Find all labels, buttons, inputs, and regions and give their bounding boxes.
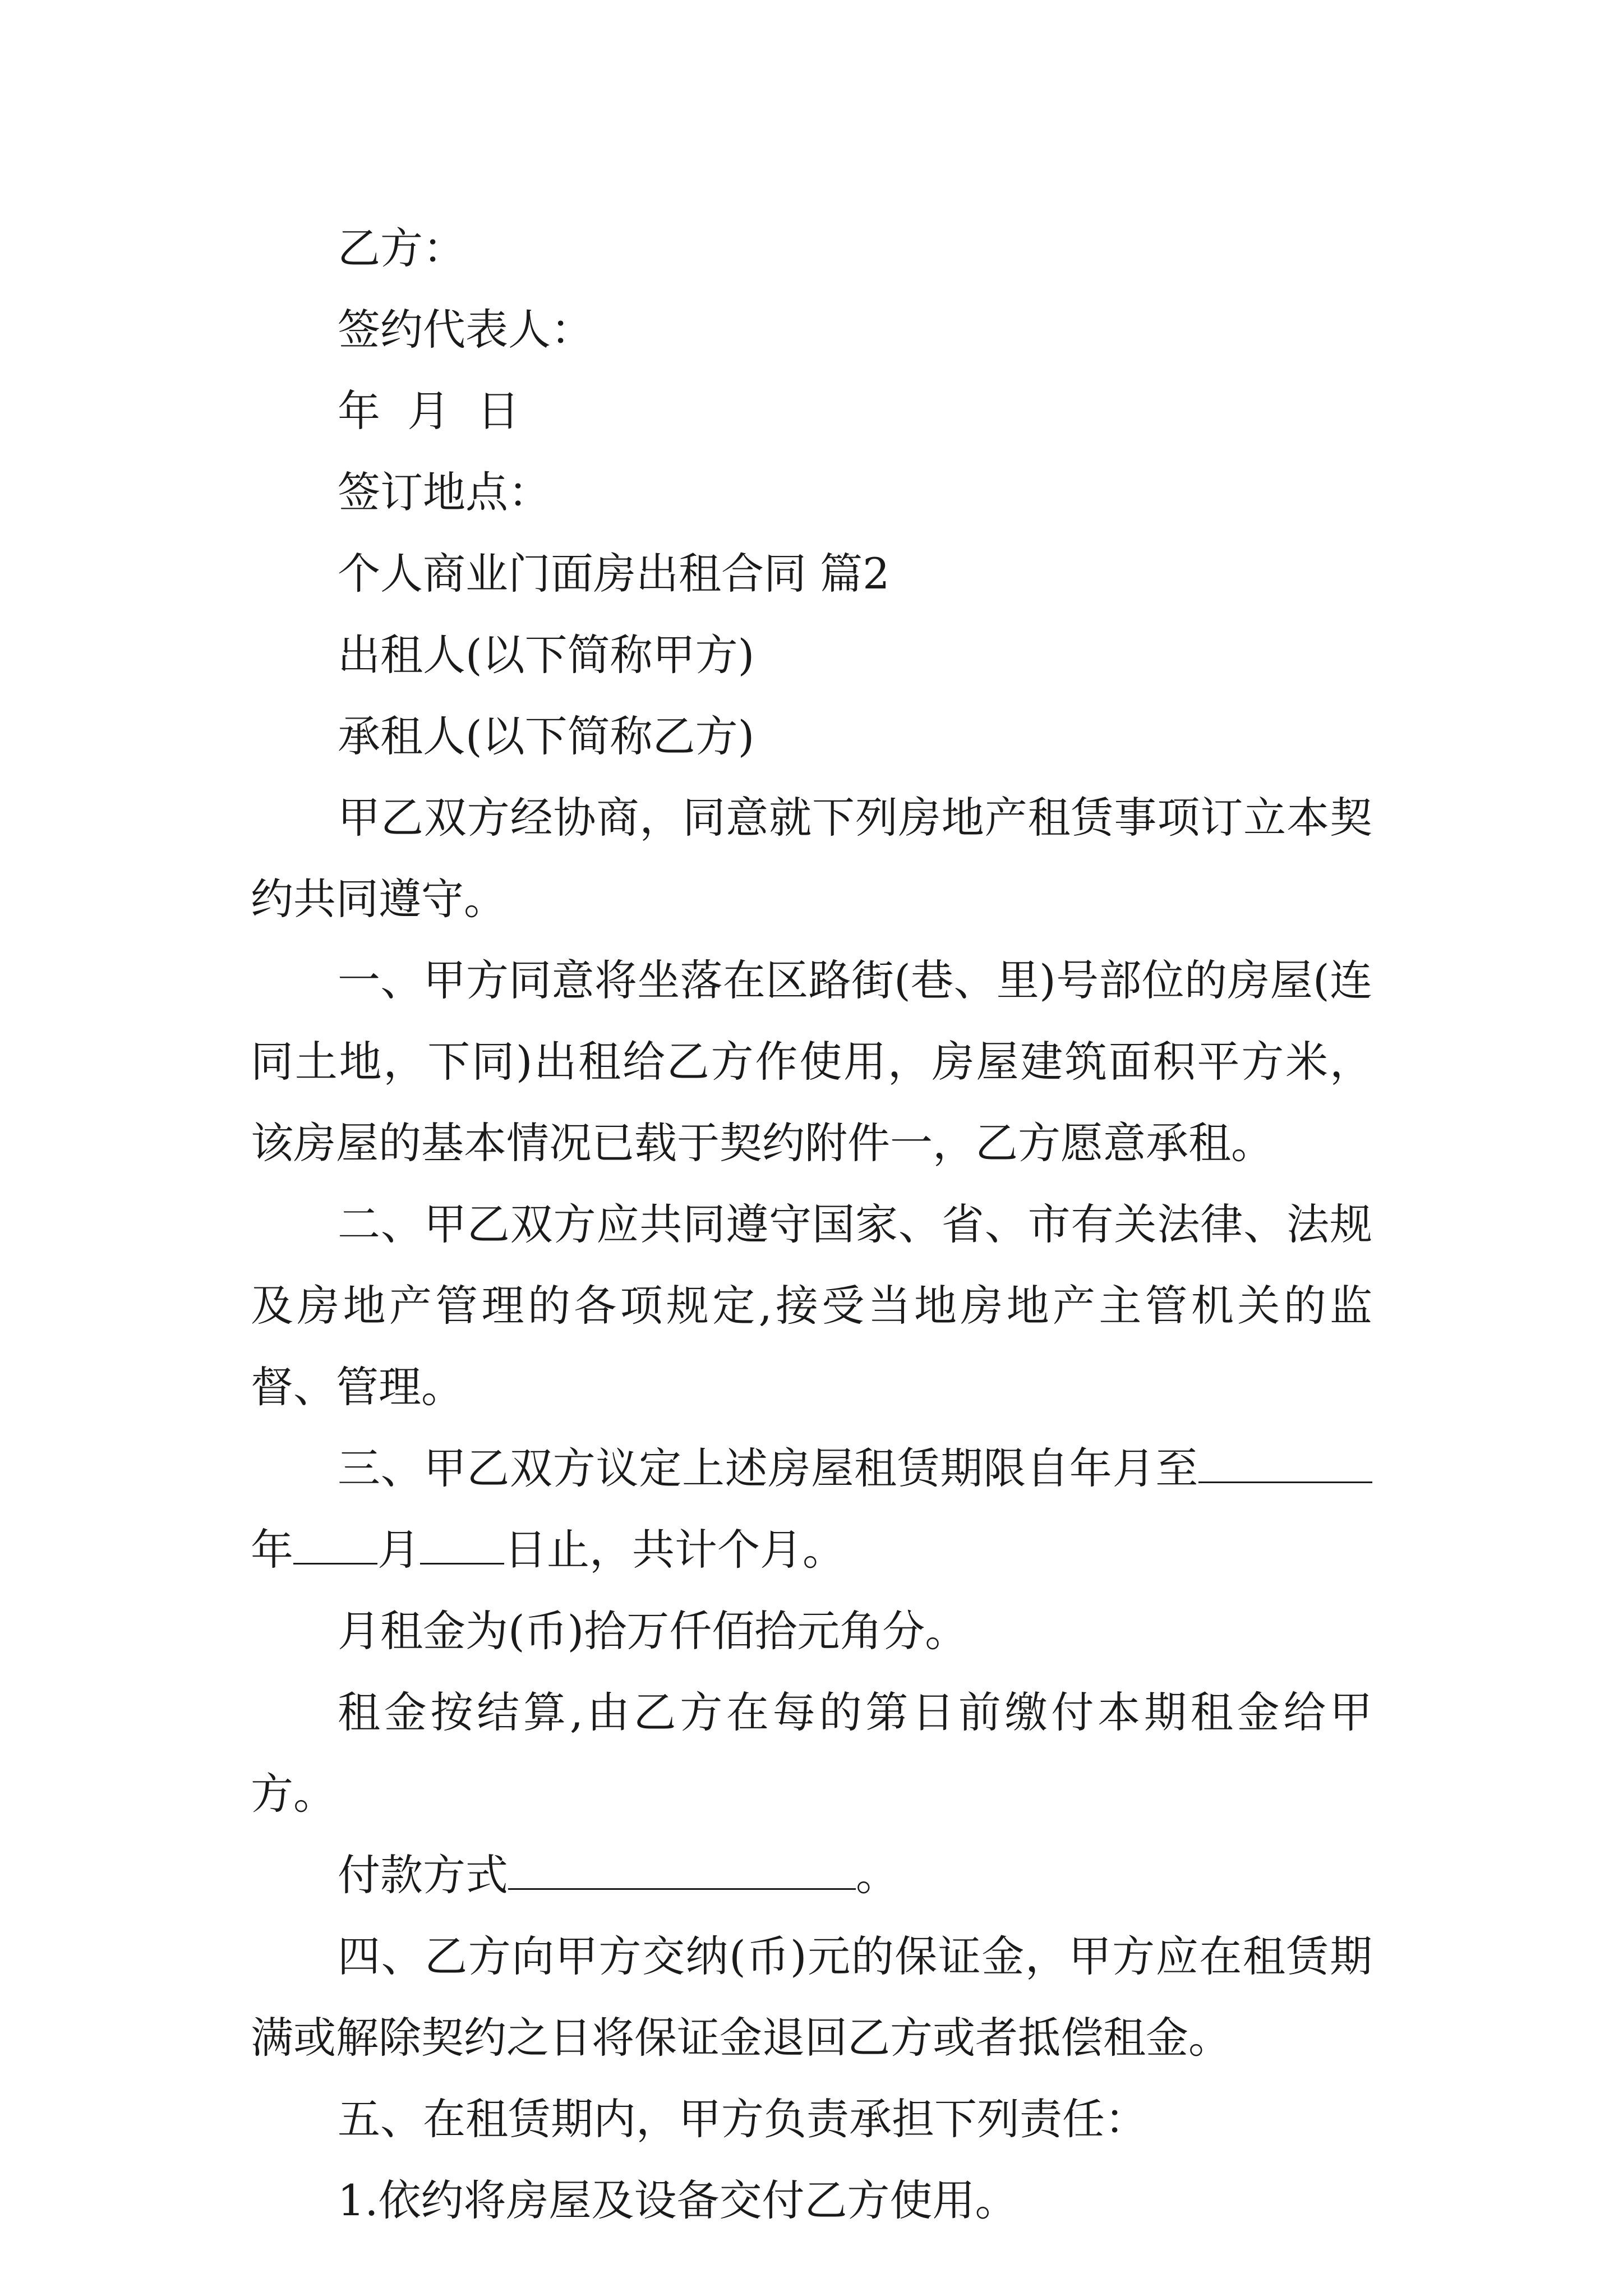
clause-3-text-b: 年 [251,1525,293,1575]
representative-line: 签约代表人： [338,305,593,355]
payment-label: 付款方式 [338,1850,508,1900]
item-1: 1.依约将房屋及设备交付乙方使用。 [338,2175,1018,2225]
blank-underline [293,1524,377,1565]
clause-3-text-a: 三、甲乙双方议定上述房屋租赁期限自年月至 [338,1443,1198,1493]
section-title: 个人商业门面房出租合同 篇2 [338,549,890,599]
signing-place-line: 签订地点： [338,467,551,517]
payment-end: 。 [856,1850,898,1900]
clause-1: 一、甲方同意将坐落在区路街(巷、里)号部位的房屋(连同土地，下同)出租给乙方作使用，房屋建筑面积平方米，该房屋的基本情况已载于契约附件一，乙方愿意承租。 [251,955,1372,1168]
blank-underline [1198,1442,1372,1483]
blank-underline [508,1849,856,1890]
intro-paragraph: 甲乙双方经协商，同意就下列房地产租赁事项订立本契约共同遵守。 [251,793,1372,924]
clause-2: 二、甲乙双方应共同遵守国家、省、市有关法律、法规及房地产管理的各项规定,接受当地房地产主管机关的监督、管理。 [251,1199,1372,1412]
rent-line: 月租金为(币)拾万仟佰拾元角分。 [338,1606,968,1656]
clause-3 [251,1428,1372,1590]
lessee-line: 承租人(以下简称乙方) [338,711,755,761]
lessor-line: 出租人(以下简称甲方) [338,630,755,680]
payment-method-line [251,1834,1372,1916]
settlement-line: 租金按结算,由乙方在每的第日前缴付本期租金给甲方。 [251,1687,1372,1819]
clause-4: 四、乙方向甲方交纳(币)元的保证金，甲方应在租赁期满或解除契约之日将保证金退回乙方或者抵偿租金。 [251,1931,1372,2063]
clause-3-text-c: 月 [377,1525,420,1575]
date-line: 年 月 日 [338,386,520,436]
blank-underline [420,1524,504,1565]
party-b-line: 乙方： [338,223,465,273]
clause-5: 五、在租赁期内，甲方负责承担下列责任： [338,2094,1147,2144]
clause-3-text-d: 日止，共计个月。 [504,1525,845,1575]
document-body [251,208,1372,2241]
